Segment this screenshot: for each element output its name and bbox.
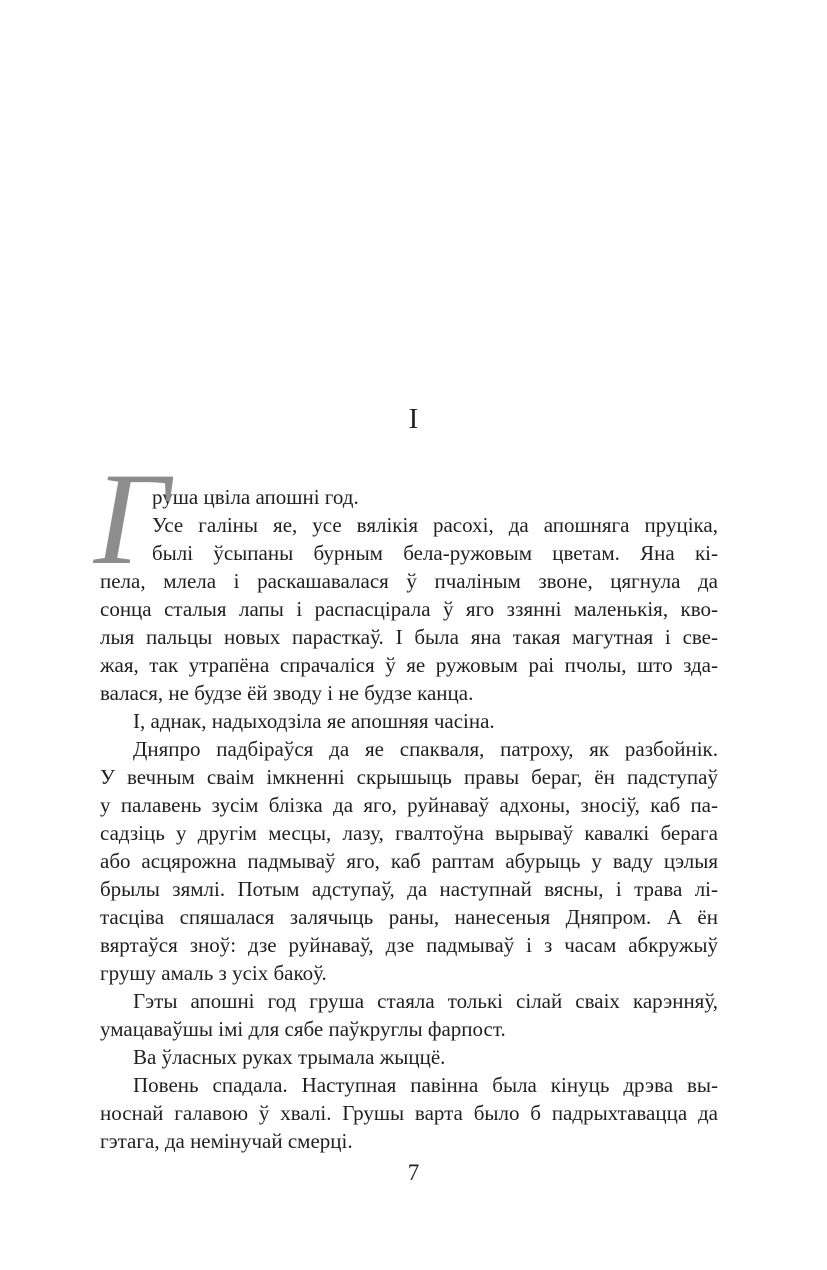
text-line: у палавень зусім блізка да яго, руйнаваў адхоны, зносіў, каб па- (100, 793, 718, 817)
paragraph (100, 707, 718, 735)
paragraph (100, 483, 718, 511)
paragraph (100, 735, 718, 987)
dropcap (94, 445, 170, 592)
paragraph (100, 987, 718, 1043)
text-line: Дняпро падбіраўся да яе спакваля, патроху, як разбойнік. (133, 737, 718, 761)
text-line: брылы зямлі. Потым адступаў, да наступнай вясны, і трава лі- (100, 877, 718, 901)
text-line: садзіць у другім месцы, лазу, гвалтоўна вырываў кавалкі берага (100, 821, 718, 845)
text-line: жая, так утрапёна спрачаліся ў яе ружовым раі пчолы, што зда- (100, 653, 718, 677)
text-line: Гэты апошні год груша стаяла толькі сілай сваіх карэнняў, (133, 989, 718, 1013)
text-line: пела, млела і раскашавалася ў пчаліным звоне, цягнула да (100, 569, 718, 593)
text-line: Повень спадала. Наступная павінна была кінуць дрэва вы- (133, 1073, 718, 1097)
text-line: былі ўсыпаны бурным бела-ружовым цветам. Яна кі- (152, 541, 718, 565)
paragraph (100, 1071, 718, 1155)
text-line: грушу амаль з усіх бакоў. (100, 961, 327, 985)
text-line: вяртаўся зноў: дзе руйнаваў, дзе падмываў і з часам абкружыў (100, 933, 718, 957)
text-line: або асцярожна падмываў яго, каб раптам абурыць у ваду цэлыя (100, 849, 718, 873)
text-line: У вечным сваім імкненні скрышыць правы бераг, ён падступаў (100, 765, 718, 789)
text-line: валася, не будзе ёй зводу і не будзе канца. (100, 681, 474, 705)
text-line: сонца сталыя лапы і распасцірала ў яго ззянні маленькія, кво- (100, 597, 718, 621)
text-line: І, аднак, надыходзіла яе апошняя часіна. (133, 709, 495, 733)
text-line: носнай галавою ў хвалі. Грушы варта было б падрыхтавацца да (100, 1101, 718, 1125)
text-line: Усе галіны яе, усе вялікія расохі, да апошняга пруціка, (152, 513, 718, 537)
text-line: лыя пальцы новых парасткаў. І была яна такая магутная і све- (100, 625, 718, 649)
paragraph (100, 1043, 718, 1071)
text-line: гэтага, да немінучай смерці. (100, 1129, 353, 1153)
dropcap-letter: Г (94, 445, 170, 592)
page-number: 7 (407, 1160, 420, 1185)
text-line: умацаваўшы імі для сябе паўкруглы фарпост. (100, 1017, 506, 1041)
text-line: Ва ўласных руках трымала жыццё. (133, 1045, 446, 1069)
text-line: руша цвіла апошні год. (152, 485, 359, 509)
text-block (94, 445, 718, 1155)
text-line: тасціва спяшалася залячыць раны, нанесеныя Дняпром. А ён (100, 905, 718, 929)
chapter-heading: I (408, 403, 419, 435)
paragraph (100, 511, 718, 707)
